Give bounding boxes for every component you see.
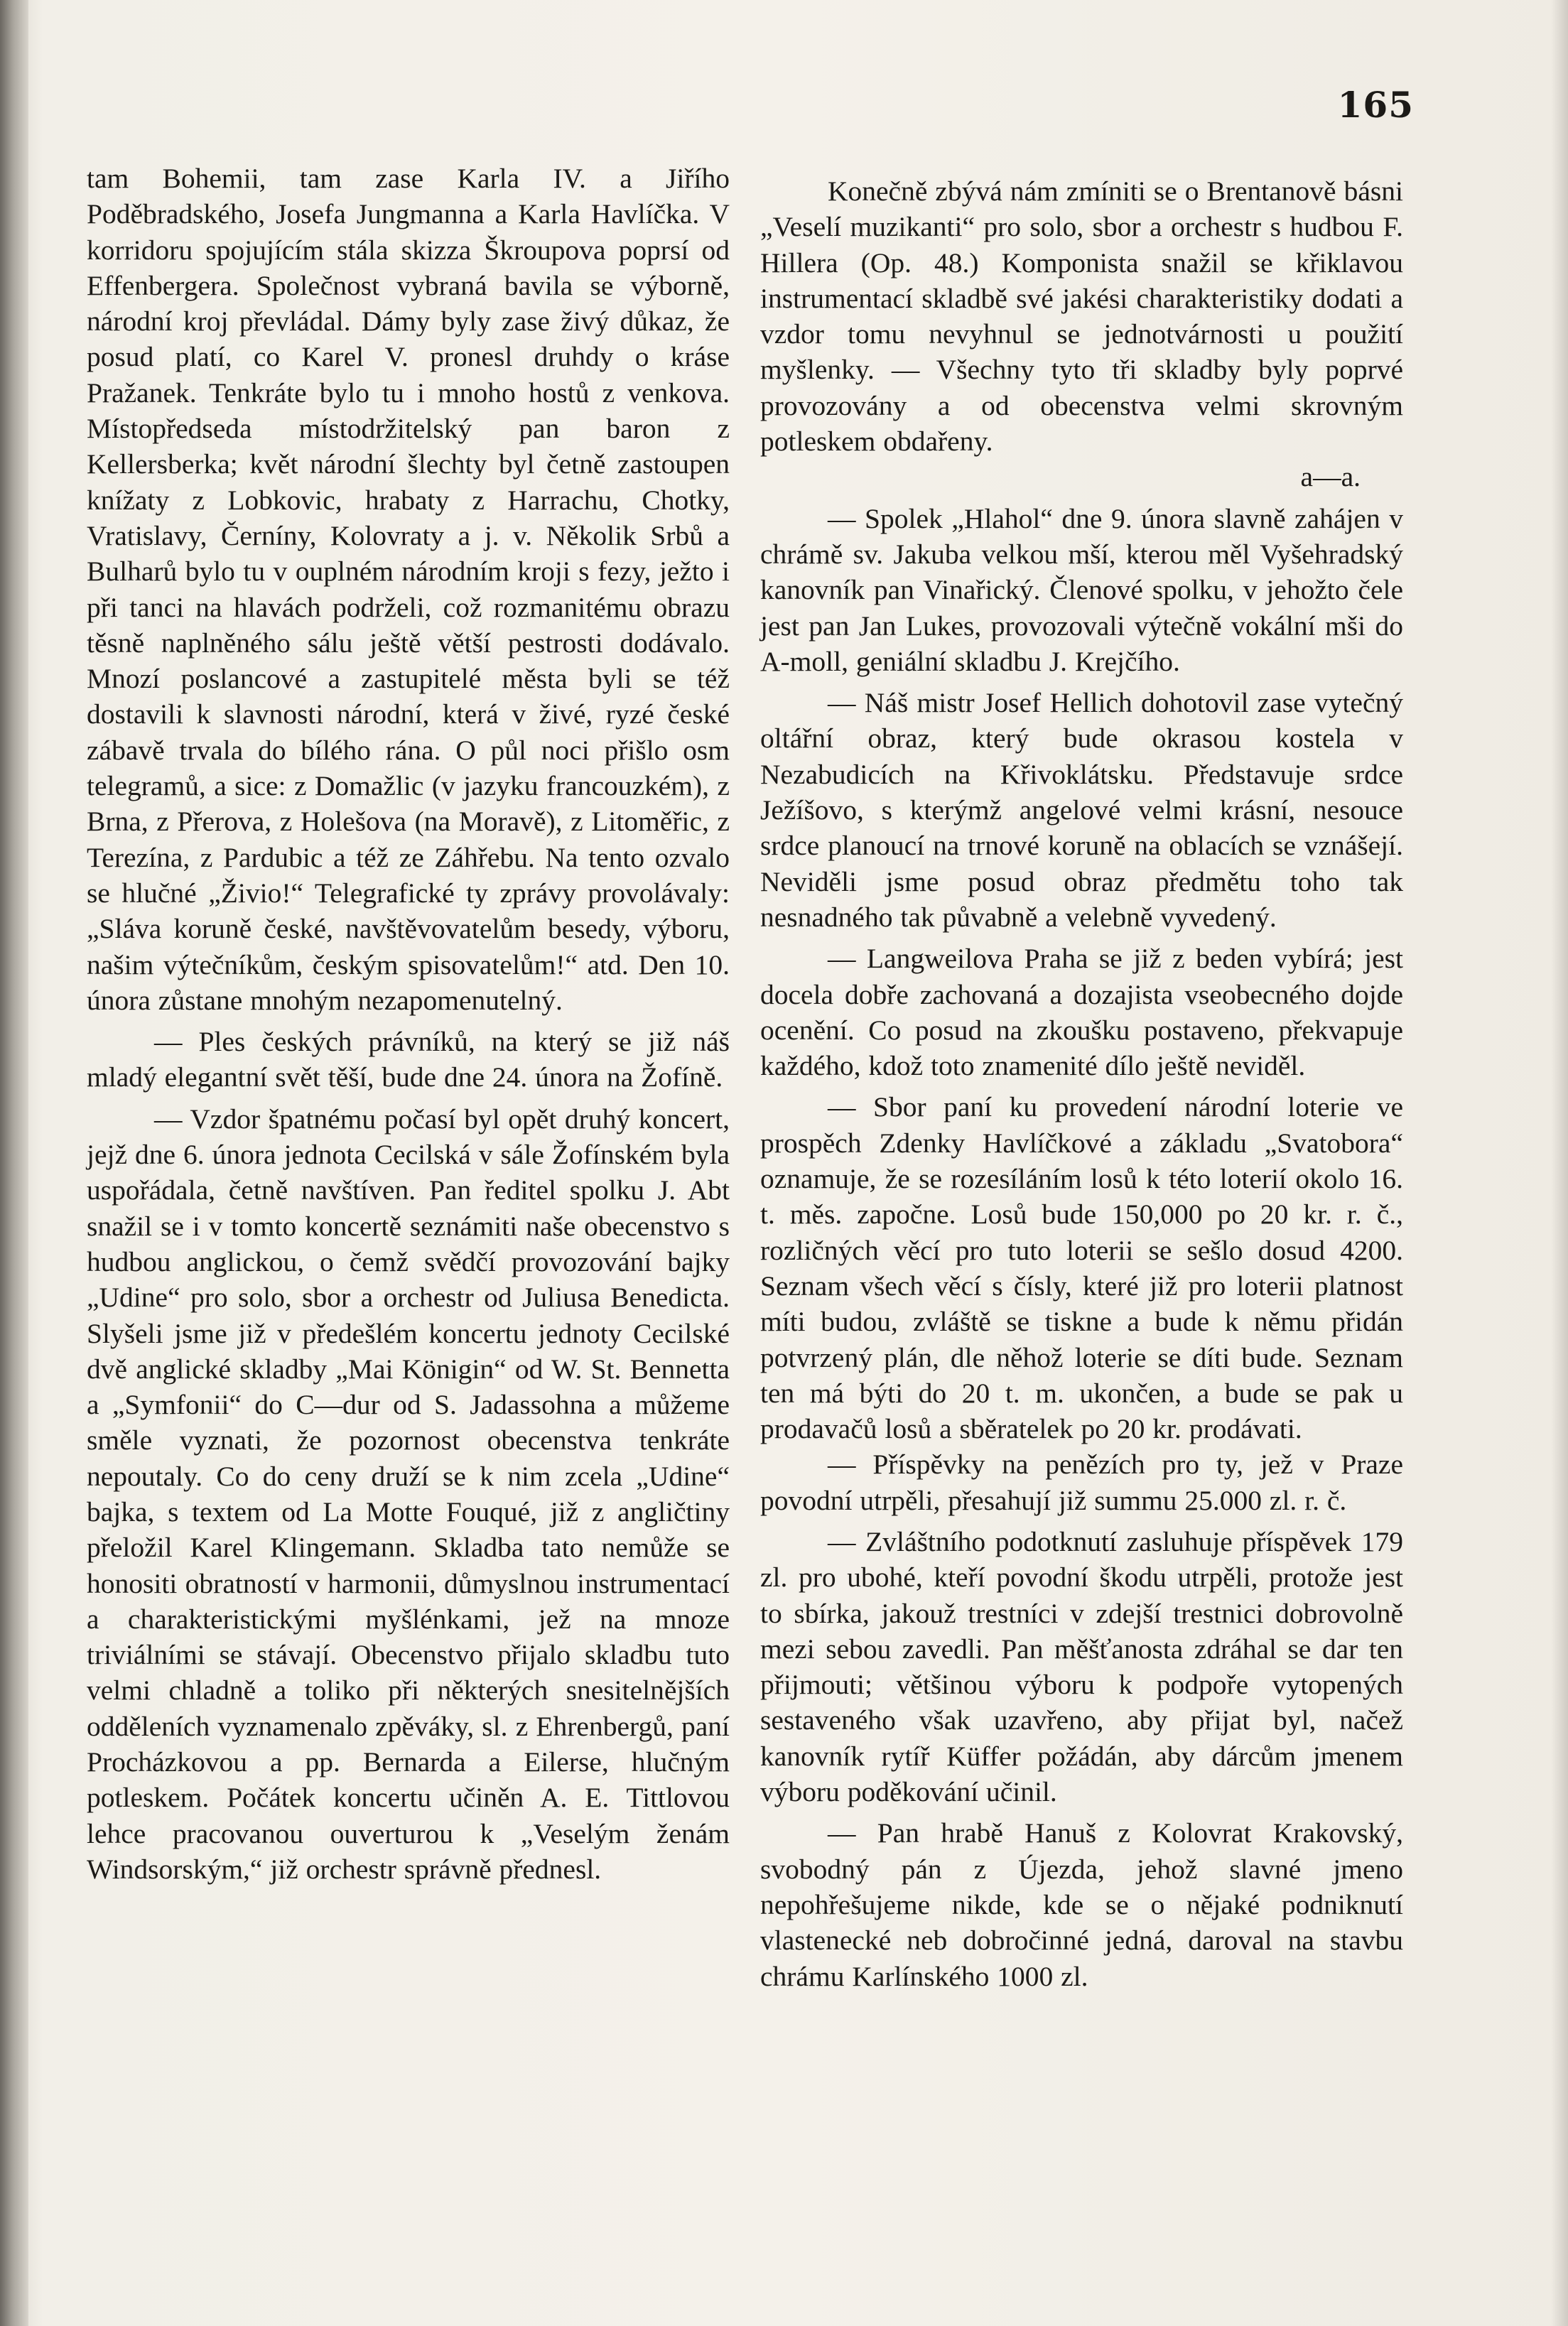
page-edge-shadow — [1551, 0, 1568, 2326]
news-item-trestnici: — Zvláštního podotknutí zasluhuje příspěvek 179 zl. pro ubohé, kteří povodní škodu utrpěli, protože jest to sbírka, jakouž trestníci v zdejší trestnici dobrovolně mezi sebou zavedli. Pan měšťanosta zdráhal se dar ten přijmouti; většinou výboru k podpoře vytopených sestaveného však uzavřeno, aby přijat byl, načež kanovník rytíř Küffer požádán, aby dárcům jmenem výboru poděkování učinil. — [760, 1525, 1403, 1808]
page-number: 165 — [1337, 84, 1414, 126]
news-item-langweil: — Langweilova Praha se již z beden vybírá; jest docela dobře zachovaná a dozajista vseobecného dojde ocenění. Co posud na zkoušku postaveno, překvapuje každého, kdož toto znamenité dílo ještě neviděl. — [760, 943, 1403, 1082]
right-column — [760, 173, 1403, 1994]
page-binding-edge — [0, 0, 28, 2326]
news-item-kolovrat: — Pan hrabě Hanuš z Kolovrat Krakovský, svobodný pán z Újezda, jehož slavné jmeno nepohřešujeme nikde, kde se o nějaké podniknutí vlastenecké neb dobročinné jedná, daroval na stavbu chrámu Karlínského 1000 zl. — [760, 1817, 1403, 1992]
news-item-koncert: — Vzdor špatnému počasí byl opět druhý koncert, jejž dne 6. února jednota Cecilská v sále Žofínském byla uspořádala, četně navštíven. Pan ředitel spolku J. Abt snažil se i v tomto koncertě seznámiti naše obecenstvo s hudbou anglickou, o čemž svědčí provozování bajky „Udine“ pro solo, sbor a orchestr od Juliusa Benedicta. Slyšeli jsme již v předešlém koncertu jednoty Cecilské dvě anglické skladby „Mai Königin“ od W. St. Bennetta a „Symfonii“ do C—dur od S. Jadassohna a můžeme směle vyznati, že pozornost obecenstva tenkráte nepoutaly. Co do ceny druží se k nim zcela „Udine“ bajka, s textem od La Motte Fouqué, již z angličtiny přeložil Karel Klingemann. Skladba tato nemůže se honositi obratností v harmonii, důmyslnou instrumentací a charakteristickými myšlénkami, jež na mnoze triviálními se stávají. Obecenstvo přijalo skladbu tuto velmi chladně a toliko při některých snesitelnějších odděleních vyznamenalo zpěváky, sl. z Ehrenbergů, paní Procházkovou a pp. Bernarda a Eilerse, hlučným potleskem. Počátek koncertu učiněn A. E. Tittlovou lehce pracovanou ouverturou k „Veselým ženám Windsorským,“ již orchestr správně přednesl. — [87, 1103, 730, 1885]
news-item-hellich: — Náš mistr Josef Hellich dohotovil zase vytečný oltářní obraz, který bude okrasou kostela v Nezabudicích na Křivoklátsku. Představuje srdce Ježíšovo, s kterýmž angelové velmi krásní, nesouce srdce planoucí na trnové koruně na oblacích se vznášejí. Neviděli jsme posud obraz předmětu toho tak nesnadného tak půvabně a velebně vyvedený. — [760, 687, 1403, 933]
author-signature: a—a. — [1300, 461, 1361, 493]
news-item-ples: — Ples českých právníků, na který se již náš mladý elegantní svět těší, bude dne 24. února na Žofíně. — [87, 1026, 730, 1093]
left-column — [87, 161, 730, 1887]
news-item-loterie: — Sbor paní ku provedení národní loterie ve prospěch Zdenky Havlíčkové a základu „Svatobora“ oznamuje, že se rozesíláním losů k této loterií okolo 16. t. měs. započne. Losů bude 150,000 po 20 kr. r. č., rozličných věcí pro tuto loterii se sešlo dosud 4200. Seznam všech věcí s čísly, které již pro loterii platnost míti budou, zvláště se tiskne a bude k němu přidán potvrzený plán, dle něhož loterie se díti bude. Seznam ten má býti do 20 t. m. ukončen, a bude se pak u prodavačů losů a sběratelek po 20 kr. prodávati. — [760, 1091, 1403, 1445]
article-continuation: tam Bohemii, tam zase Karla IV. a Jiřího Poděbradského, Josefa Jungmanna a Karla Havlíčka. V korridoru spojujícím stála skizza Škroupova poprsí od Effenbergera. Společnost vybraná bavila se výborně, národní kroj převládal. Dámy byly zase živý důkaz, že posud platí, co Karel V. pronesl druhdy o kráse Pražanek. Tenkráte bylo tu i mnoho hostů z venkova. Místopředseda místodržitelský pan baron z Kellersberka; květ národní šlechty byl četně zastoupen knížaty z Lobkovic, hrabaty z Harrachu, Chotky, Vratislavy, Černíny, Kolovraty a j. v. Několik Srbů a Bulharů bylo tu v ouplném národním kroji s fezy, ježto i při tanci na hlavách podrželi, což rozmanitému obrazu těsně naplněného sálu ještě větší pestrosti dodávalo. Mnozí poslancové a zastupitelé města byli se též dostavili k slavnosti národní, která v živé, ryzé české zábavě trvala do bílého rána. O půl noci přišlo osm telegramů, a sice: z Domažlic (v jazyku francouzkém), z Brna, z Přerova, z Holešova (na Moravě), z Litoměřic, z Terezína, z Pardubic a též ze Záhřebu. Na tento ozvalo se hlučné „Živio!“ Telegrafické ty zprávy provolávaly: „Sláva koruně české, navštěvovatelům besedy, výboru, našim výtečníkům, českým spisovatelům!“ atd. Den 10. února zůstane mnohým nezapomenutelný. — [87, 163, 730, 1016]
article-continuation-right: Konečně zbývá nám zmíniti se o Brentanově básni „Veselí muzikanti“ pro solo, sbor a orchestr s hudbou F. Hillera (Op. 48.) Komponista snažil se křiklavou instrumentací skladbě své jakési charakteristiky dodati a vzdor tomu nevyhnul se jednotvárnosti u použití myšlenky. — Všechny tyto tři skladby byly poprvé provozovány a od obecenstva velmi skrovným potleskem obdařeny. — [760, 175, 1403, 458]
news-item-prispevky: — Příspěvky na penězích pro ty, jež v Praze povodní utrpěli, přesahují již summu 25.000 zl. r. č. — [760, 1449, 1403, 1516]
news-item-hlahol: — Spolek „Hlahol“ dne 9. února slavně zahájen v chrámě sv. Jakuba velkou mší, kterou měl Vyšehradský kanovník pan Vinařický. Členové spolku, v jehožto čele jest pan Jan Lukes, provozovali výtečně vokální mši do A-moll, geniální skladbu J. Krejčího. — [760, 502, 1403, 677]
